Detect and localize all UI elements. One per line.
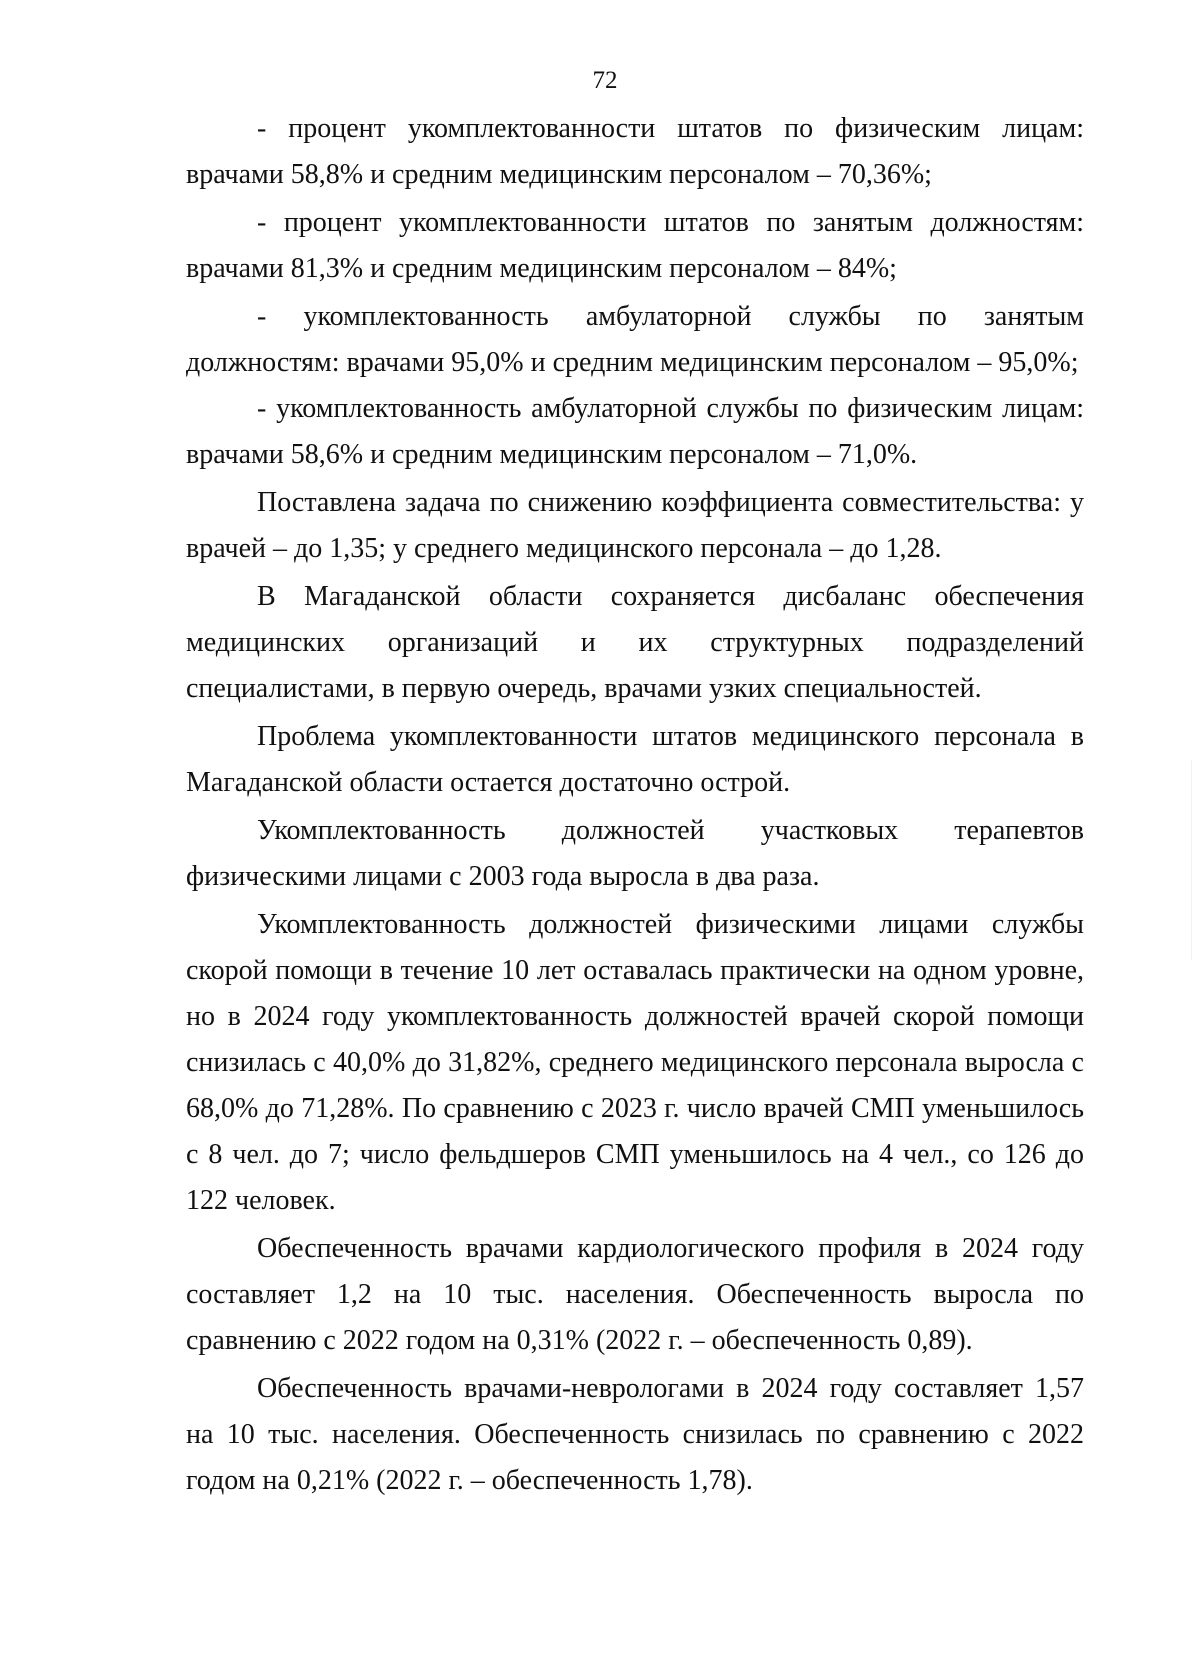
bullet-staffing-positions: - процент укомплектованности штатов по занятым должностям: врачами 81,3% и средним медицинским персоналом – 84%; xyxy=(186,207,1084,284)
bullet-staffing-individuals: - процент укомплектованности штатов по физическим лицам: врачами 58,8% и средним медицинским персоналом – 70,36%; xyxy=(186,113,1084,190)
paragraph-therapists: Укомплектованность должностей участковых терапевтов физическими лицами с 2003 года выросла в два раза. xyxy=(186,815,1084,892)
paragraph-combination-coefficient: Поставлена задача по снижению коэффициента совместительства: у врачей – до 1,35; у среднего медицинского персонала – до 1,28. xyxy=(186,487,1084,564)
page-number: 72 xyxy=(592,67,618,94)
document-body xyxy=(186,106,1084,1506)
bullet-outpatient-positions: - укомплектованность амбулаторной службы по занятым должностям: врачами 95,0% и средним медицинским персоналом – 95,0%; xyxy=(186,301,1084,378)
bullet-outpatient-individuals: - укомплектованность амбулаторной службы по физическим лицам: врачами 58,6% и средним медицинским персоналом – 71,0%. xyxy=(186,393,1084,470)
paragraph-emergency-service: Укомплектованность должностей физическими лицами службы скорой помощи в течение 10 лет оставалась практически на одном уровне, но в 2024 году укомплектованность должностей врачей скорой помощи снизилась с 40,0% до 31,82%, среднего медицинского персонала выросла с 68,0% до 71,28%. По сравнению с 2023 г. число врачей СМП уменьшилось с 8 чел. до 7; число фельдшеров СМП уменьшилось на 4 чел., со 126 до 122 человек. xyxy=(186,909,1084,1216)
scan-artifact xyxy=(1191,760,1192,960)
paragraph-neurology: Обеспеченность врачами-неврологами в 2024 году составляет 1,57 на 10 тыс. населения. Обеспеченность снизилась по сравнению с 2022 годом на 0,21% (2022 г. – обеспеченность 1,78). xyxy=(186,1373,1084,1496)
paragraph-imbalance: В Магаданской области сохраняется дисбаланс обеспечения медицинских организаций и их структурных подразделений специалистами, в первую очередь, врачами узких специальностей. xyxy=(186,581,1084,704)
paragraph-staffing-problem: Проблема укомплектованности штатов медицинского персонала в Магаданской области остается достаточно острой. xyxy=(186,721,1084,798)
paragraph-cardiology: Обеспеченность врачами кардиологического профиля в 2024 году составляет 1,2 на 10 тыс. населения. Обеспеченность выросла по сравнению с 2022 годом на 0,31% (2022 г. – обеспеченность 0,89). xyxy=(186,1233,1084,1356)
